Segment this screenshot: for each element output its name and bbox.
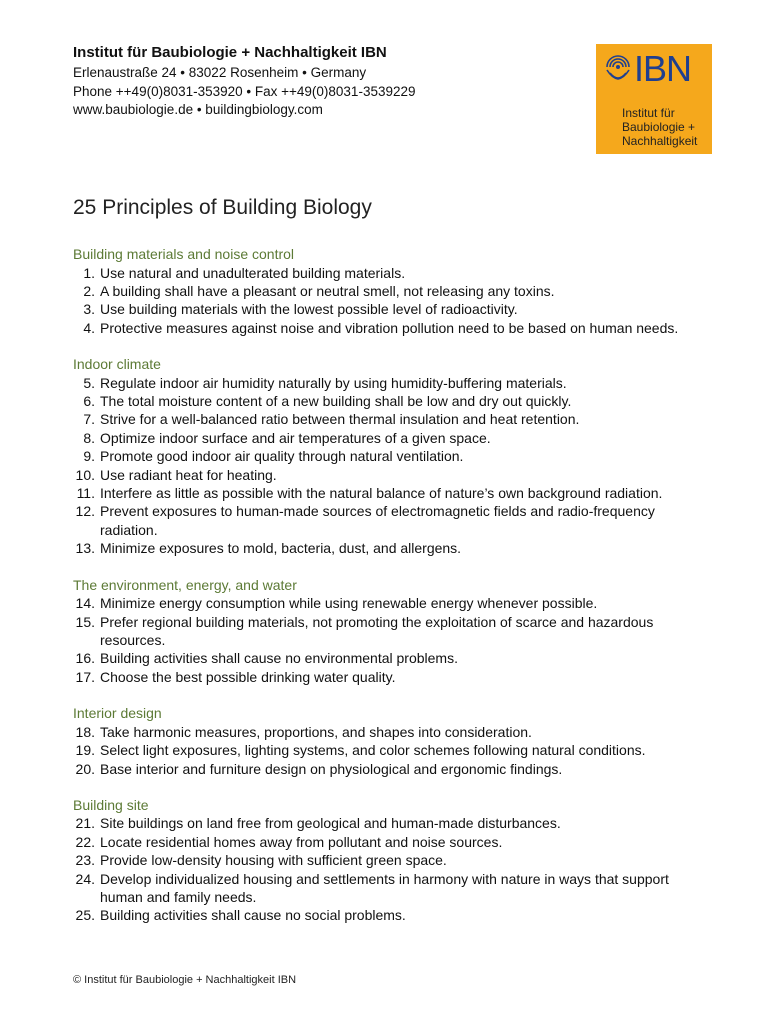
item-text: Site buildings on land free from geological and human-made disturbances.	[100, 815, 561, 832]
item-number: 2.	[83, 282, 95, 299]
logo-abbreviation: IBN	[634, 48, 692, 89]
item-number: 25.	[75, 907, 95, 924]
list-item	[73, 374, 713, 392]
principles-section	[73, 245, 713, 337]
list-item	[73, 814, 713, 832]
item-text: Provide low-density housing with sufficient green space.	[100, 852, 447, 869]
item-text: Building activities shall cause no environmental problems.	[100, 650, 458, 667]
logo-caption	[622, 106, 697, 148]
letterhead	[73, 44, 416, 120]
list-item	[73, 833, 713, 851]
item-text: Minimize energy consumption while using renewable energy whenever possible.	[100, 595, 598, 612]
item-number: 14.	[75, 595, 95, 612]
list-item	[73, 300, 713, 318]
item-number: 23.	[75, 852, 95, 869]
logo-caption-line: Baubiologie +	[622, 120, 696, 134]
website-line: www.baubiologie.de • buildingbiology.com	[73, 102, 323, 117]
item-number: 15.	[75, 613, 95, 630]
item-number: 3.	[83, 301, 95, 318]
list-item	[73, 264, 713, 282]
item-number: 5.	[83, 374, 95, 391]
list-item	[73, 410, 713, 428]
list-item	[73, 466, 713, 484]
list-item	[73, 649, 713, 667]
item-text: Promote good indoor air quality through natural ventilation.	[100, 448, 464, 465]
list-item	[73, 429, 713, 447]
item-number: 8.	[83, 429, 95, 446]
item-number: 11.	[76, 485, 95, 502]
item-number: 4.	[83, 319, 95, 336]
item-number: 9.	[83, 448, 95, 465]
list-item	[73, 484, 713, 502]
item-text: A building shall have a pleasant or neutral smell, not releasing any toxins.	[100, 282, 555, 299]
list-item	[73, 502, 713, 539]
item-number: 20.	[75, 760, 95, 777]
item-text: Minimize exposures to mold, bacteria, dust, and allergens.	[100, 540, 462, 557]
list-item	[73, 760, 713, 778]
list-item	[73, 851, 713, 869]
item-text: Regulate indoor air humidity naturally by using humidity-buffering materials.	[100, 374, 567, 391]
list-item	[73, 539, 713, 557]
item-text: Locate residential homes away from pollutant and noise sources.	[100, 833, 503, 850]
section-heading: Building site	[73, 796, 149, 813]
item-text: Prevent exposures to human-made sources of electromagnetic fields and radio-frequency radiation.	[100, 503, 655, 538]
item-number: 22.	[75, 833, 95, 850]
principles-section	[73, 796, 713, 925]
item-number: 21.	[75, 815, 95, 832]
item-text: Develop individualized housing and settlements in harmony with nature in ways that support human and family needs.	[100, 870, 669, 906]
item-number: 6.	[83, 393, 95, 410]
sun-swirl-icon	[604, 52, 632, 82]
item-number: 1.	[83, 264, 95, 281]
item-number: 7.	[83, 411, 95, 428]
item-number: 12.	[75, 503, 95, 520]
ibn-logo	[596, 44, 712, 154]
item-text: Prefer regional building materials, not promoting the exploitation of scarce and hazardous resources.	[100, 613, 654, 648]
logo-caption-line: Nachhaltigkeit	[622, 134, 698, 148]
item-text: Optimize indoor surface and air temperatures of a given space.	[100, 429, 491, 446]
list-item	[73, 613, 713, 650]
list-item	[73, 594, 713, 612]
item-number: 16.	[75, 650, 95, 667]
list-item	[73, 668, 713, 686]
list-item	[73, 870, 713, 907]
item-text: Take harmonic measures, proportions, and shapes into consideration.	[100, 723, 532, 740]
section-heading: Building materials and noise control	[73, 246, 295, 262]
item-text: Use building materials with the lowest possible level of radioactivity.	[100, 301, 518, 318]
item-text: Protective measures against noise and vibration pollution need to be based on human needs.	[100, 319, 679, 336]
organization-name: Institut für Baubiologie + Nachhaltigkeit IBN	[73, 44, 387, 61]
item-number: 10.	[75, 466, 95, 483]
list-item	[73, 447, 713, 465]
item-text: Use natural and unadulterated building materials.	[100, 264, 406, 281]
principles-section	[73, 576, 713, 687]
item-number: 19.	[75, 742, 95, 759]
principles-ordered-list	[73, 723, 713, 778]
section-heading: Indoor climate	[73, 356, 161, 373]
principles-ordered-list	[73, 594, 713, 686]
item-text: Select light exposures, lighting systems, and color schemes following natural conditions.	[100, 742, 646, 759]
list-item	[73, 723, 713, 741]
logo-caption-line: Institut für	[622, 106, 675, 120]
item-text: The total moisture content of a new building shall be low and dry out quickly.	[100, 393, 572, 410]
list-item	[73, 741, 713, 759]
list-item	[73, 282, 713, 300]
phone-fax-line: Phone ++49(0)8031-353920 • Fax ++49(0)8031-3539229	[73, 83, 416, 99]
item-text: Choose the best possible drinking water quality.	[100, 668, 396, 685]
principles-section	[73, 704, 713, 778]
section-heading: The environment, energy, and water	[73, 576, 297, 593]
list-item	[73, 392, 713, 410]
principles-ordered-list	[73, 264, 713, 338]
principles-ordered-list	[73, 374, 713, 558]
item-number: 24.	[75, 870, 95, 887]
page-title: 25 Principles of Building Biology	[73, 196, 372, 219]
address-line: Erlenaustraße 24 • 83022 Rosenheim • Germany	[73, 65, 367, 80]
item-text: Strive for a well-balanced ratio between thermal insulation and heat retention.	[100, 411, 580, 428]
item-text: Interfere as little as possible with the natural balance of nature’s own background radiation.	[100, 485, 663, 502]
list-item	[73, 319, 713, 337]
item-text: Use radiant heat for heating.	[100, 466, 277, 483]
principles-ordered-list	[73, 814, 713, 924]
item-number: 13.	[75, 540, 95, 557]
item-number: 18.	[75, 723, 95, 740]
item-number: 17.	[75, 668, 95, 685]
list-item	[73, 906, 713, 924]
section-heading: Interior design	[73, 705, 162, 722]
item-text: Building activities shall cause no social problems.	[100, 907, 406, 924]
copyright-footer: © Institut für Baubiologie + Nachhaltigkeit IBN	[73, 974, 297, 986]
principles-section	[73, 355, 713, 558]
principles-list	[73, 245, 713, 943]
item-text: Base interior and furniture design on physiological and ergonomic findings.	[100, 760, 563, 777]
